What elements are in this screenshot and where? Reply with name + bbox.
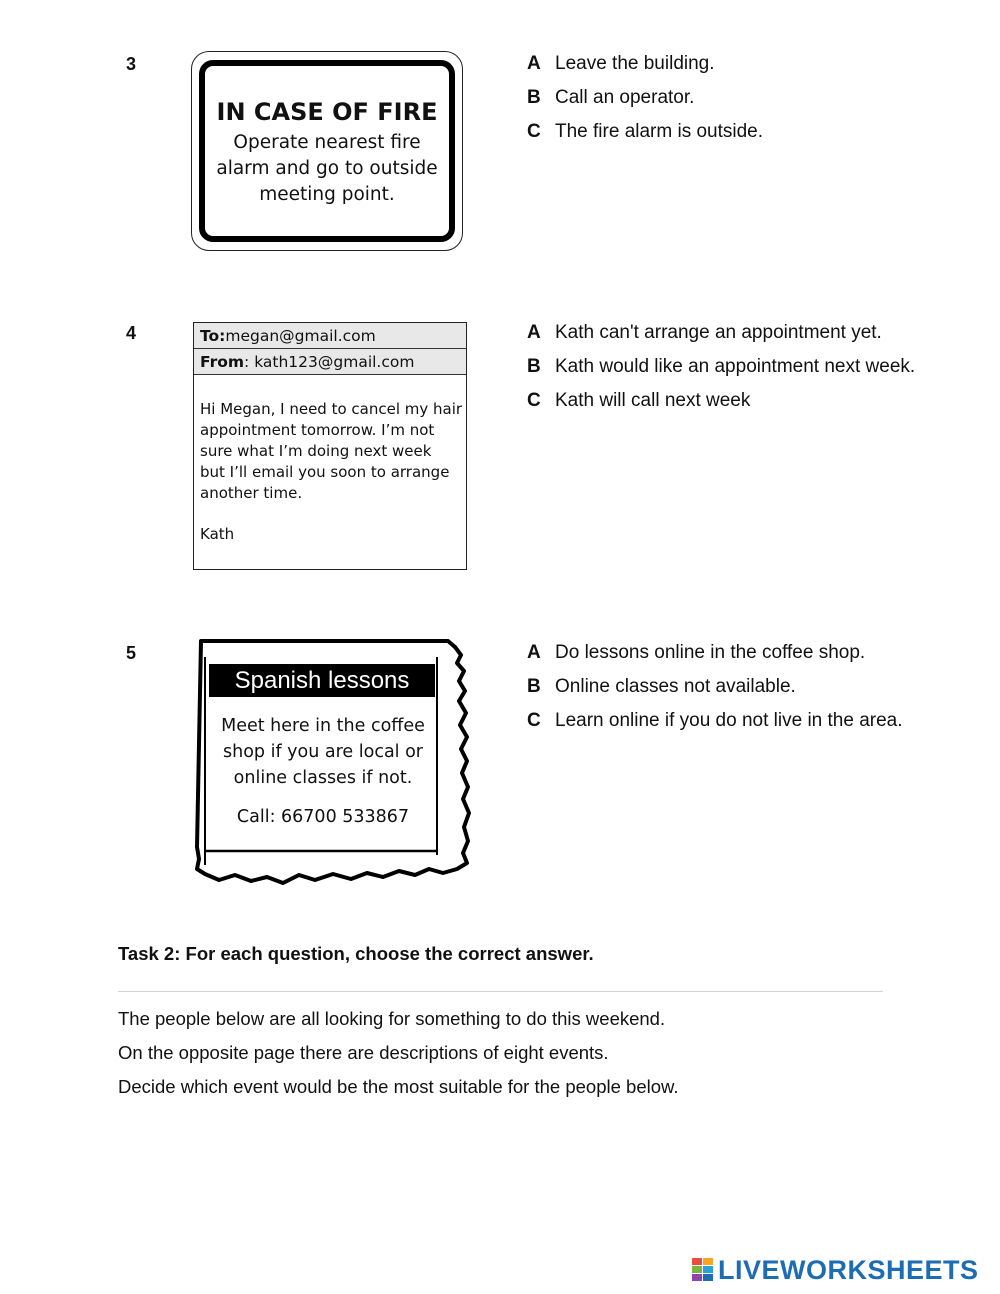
option-text: Online classes not available. (555, 676, 796, 697)
question-number-4: 4 (126, 323, 137, 343)
email-from-value: : kath123@gmail.com (244, 353, 415, 371)
notice-line: Meet here in the coffee (221, 716, 425, 736)
email-to-label: To: (200, 327, 226, 345)
question-number-5: 5 (126, 643, 137, 663)
liveworksheets-logo[interactable] (692, 1256, 979, 1284)
option-letter: A (527, 322, 541, 343)
instruction-line: The people below are all looking for something to do this weekend. (118, 1008, 666, 1029)
option-letter: B (527, 356, 541, 377)
option-letter: B (527, 87, 541, 108)
notice-line: online classes if not. (233, 768, 413, 788)
option-text: The fire alarm is outside. (555, 121, 764, 142)
liveworksheets-logo-icon (692, 1258, 714, 1282)
notice-line: shop if you are local or (223, 742, 423, 762)
fire-sign-line: alarm and go to outside (216, 158, 438, 179)
instruction-line: Decide which event would be the most suitable for the people below. (118, 1076, 679, 1097)
option-text: Kath will call next week (555, 390, 751, 411)
email-from-label: From (200, 353, 245, 371)
task-2-instructions (118, 1008, 678, 1110)
option-b[interactable] (527, 87, 763, 121)
logo-text: LIVEWORKSHEETS (718, 1254, 979, 1285)
option-a[interactable] (527, 642, 903, 676)
option-c[interactable] (527, 390, 915, 424)
option-a[interactable] (527, 53, 763, 87)
fire-sign-line: Operate nearest fire (233, 132, 421, 153)
option-c[interactable] (527, 710, 903, 744)
question-5-options (527, 642, 903, 744)
instruction-line: On the opposite page there are descriptions of eight events. (118, 1042, 609, 1063)
fire-sign-line: meeting point. (259, 184, 395, 205)
option-letter: A (527, 642, 541, 663)
email-to-row (194, 323, 466, 349)
option-b[interactable] (527, 676, 903, 710)
option-b[interactable] (527, 356, 915, 390)
option-text: Leave the building. (555, 53, 715, 74)
option-text: Call an operator. (555, 87, 695, 108)
question-4-options (527, 322, 915, 424)
notice-title: Spanish lessons (209, 664, 435, 697)
email-body: Hi Megan, I need to cancel my hair appointment tomorrow. I’m not sure what I’m doing next week but I’ll email you soon to arrange another time. (200, 400, 463, 502)
option-letter: A (527, 53, 541, 74)
question-3-options (527, 53, 763, 155)
option-letter: C (527, 390, 541, 411)
option-text: Do lessons online in the coffee shop. (555, 642, 866, 663)
option-text: Learn online if you do not live in the area. (555, 710, 903, 731)
divider (118, 991, 883, 992)
notice-phone: Call: 66700 533867 (236, 807, 410, 827)
option-text: Kath can't arrange an appointment yet. (555, 322, 882, 343)
option-letter: B (527, 676, 541, 697)
question-number-3: 3 (126, 54, 137, 74)
email-signature: Kath (200, 525, 235, 543)
email-message (193, 322, 467, 570)
option-a[interactable] (527, 322, 915, 356)
option-c[interactable] (527, 121, 763, 155)
option-letter: C (527, 121, 541, 142)
email-from-row (194, 349, 466, 375)
fire-sign-title: IN CASE OF FIRE (216, 98, 438, 126)
option-text: Kath would like an appointment next week. (555, 356, 916, 377)
option-letter: C (527, 710, 541, 731)
fire-sign (191, 51, 463, 251)
task-2-heading: Task 2: For each question, choose the correct answer. (118, 943, 594, 964)
email-to-value: megan@gmail.com (225, 327, 376, 345)
spanish-lessons-notice (193, 637, 473, 889)
